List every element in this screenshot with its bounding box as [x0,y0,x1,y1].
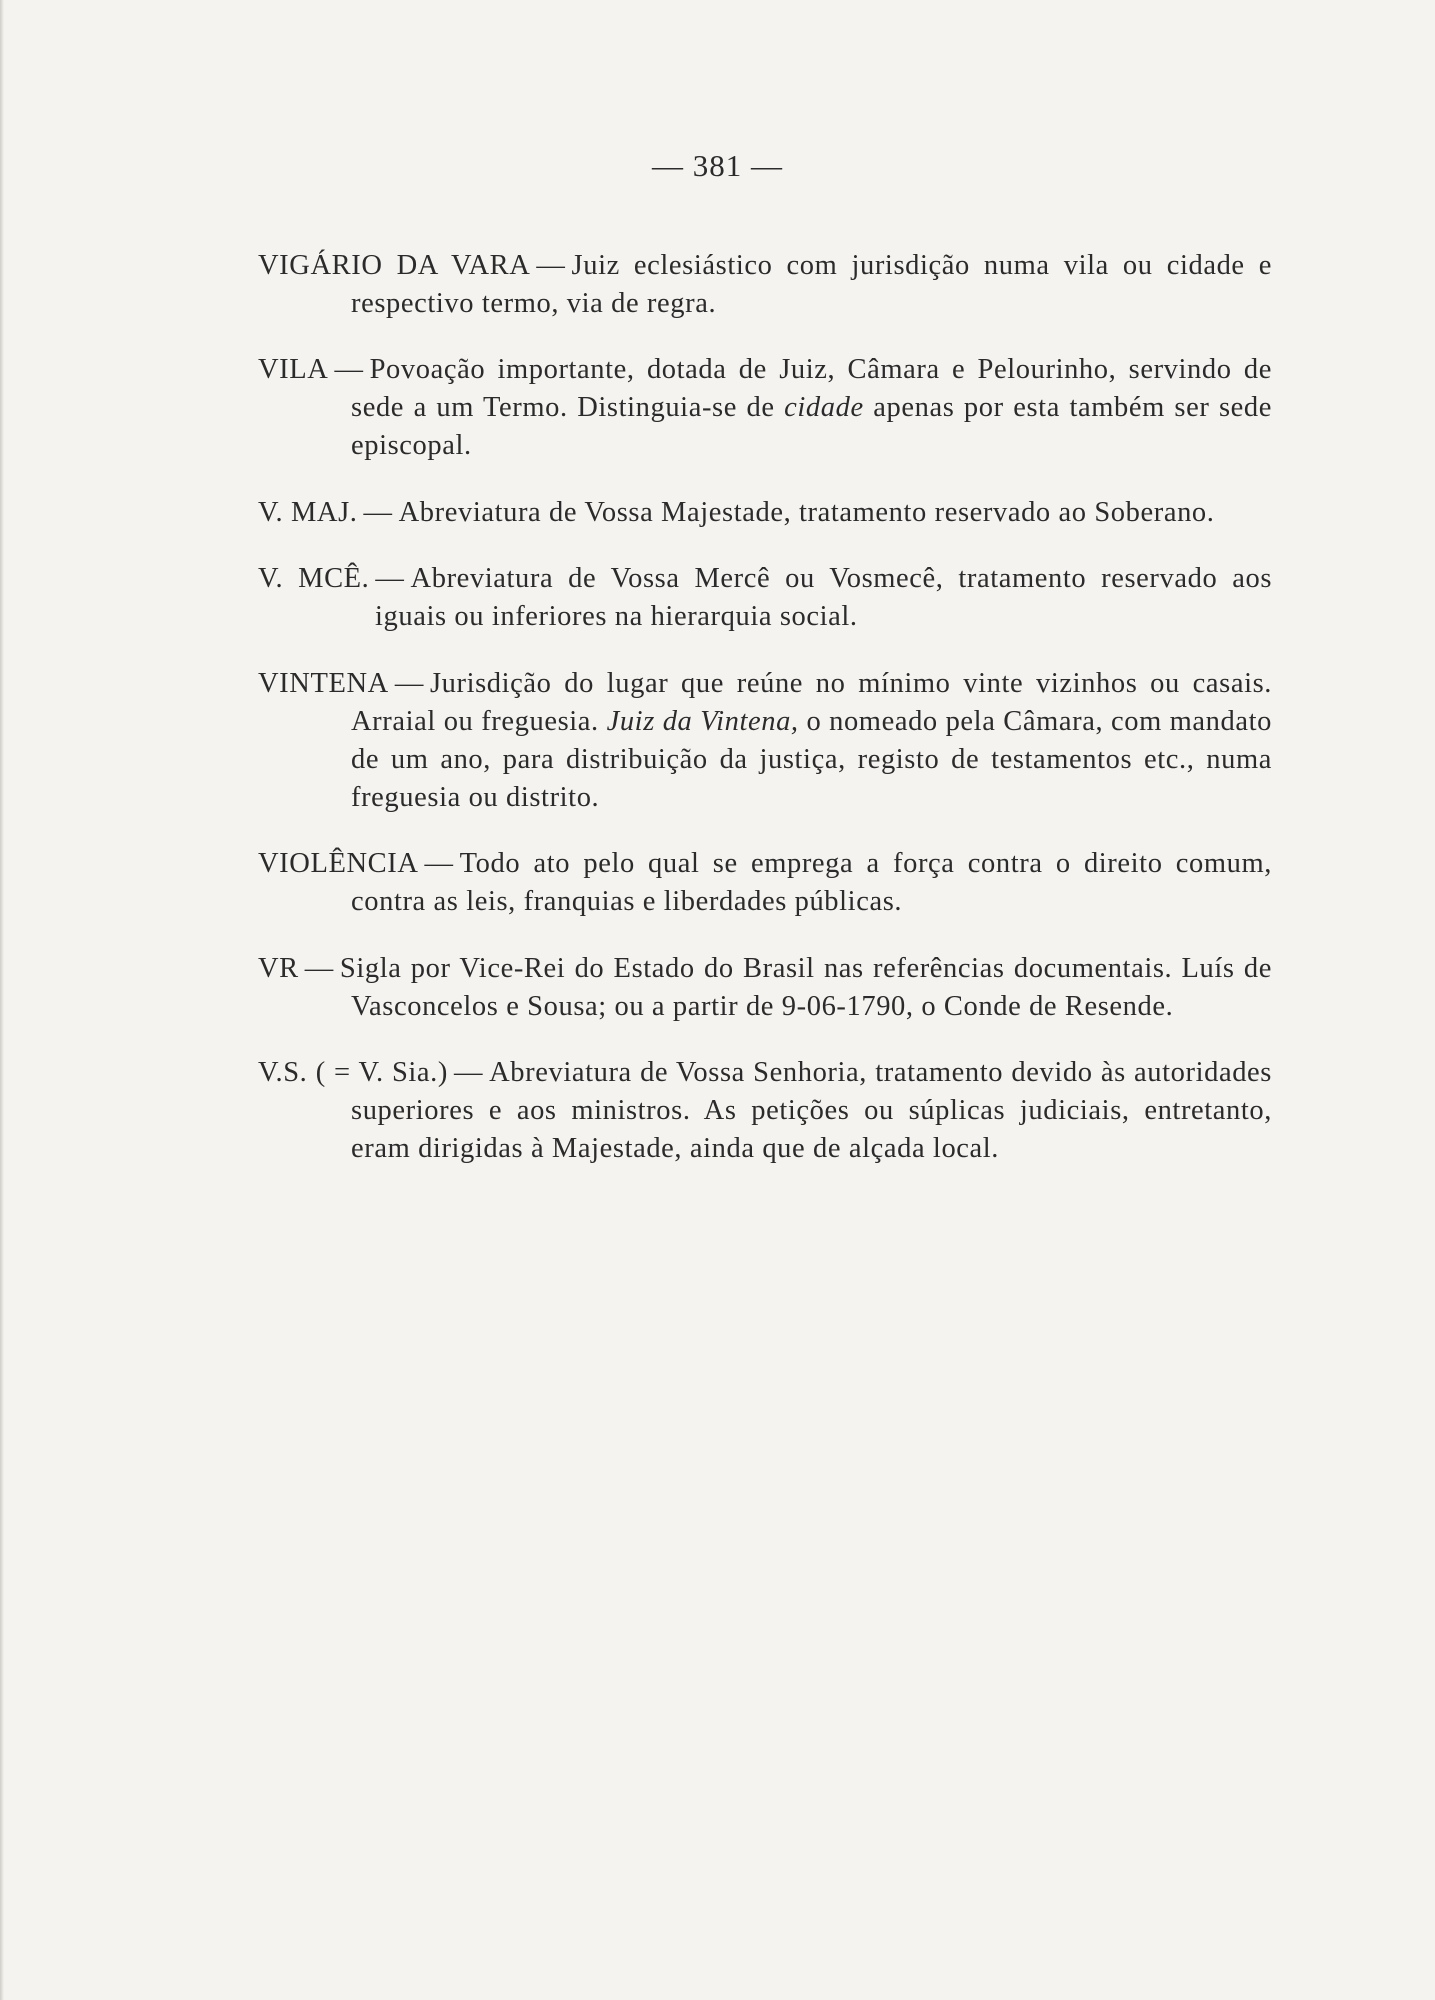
entry-definition: Jurisdição do lugar que reúne no mínimo vinte vizinhos ou casais. Arraial ou freguesia. [351,667,1272,737]
entry-definition-italic: Juiz da Vintena, [606,705,799,737]
em-dash: — [363,496,393,528]
entry-term: V. MCÊ. [258,563,370,594]
glossary-entry [258,950,1272,1026]
em-dash: — [536,249,566,281]
glossary-entry [258,1054,1272,1168]
entry-definition: o nomeado pela Câmara, com mandato de um ano, para distribuição da justiça, registo de testamentos etc., numa freguesia ou distrito. [351,705,1272,813]
em-dash: — [334,354,364,385]
em-dash: — [454,1057,484,1088]
page-number: — 381 — [652,148,783,183]
glossary-entry [258,665,1272,817]
entry-term: VR [258,952,299,984]
entry-definition: Sigla por Vice-Rei do Estado do Brasil nas referências documentais. Luís de Vasconcelos e Sousa; ou a partir de 9-06-1790, o Conde de Resende. [339,952,1272,1022]
entry-term: V. MAJ. [258,496,358,528]
entry-term: V.S. [258,1057,308,1088]
entry-definition: Abreviatura de Vossa Mercê ou Vosmecê, tratamento reservado aos iguais ou inferiores na hierarquia social. [375,563,1273,632]
entry-term: VILA [258,354,329,385]
glossary-entry [258,494,1272,532]
glossary-entry [258,560,1272,636]
entry-definition: Juiz eclesiástico com jurisdição numa vila ou cidade e respectivo termo, via de regra. [351,249,1272,319]
entry-term: VIGÁRIO DA VARA [258,249,531,281]
entry-definition: Abreviatura de Vossa Majestade, tratamento reservado ao Soberano. [398,496,1215,528]
glossary-entry [258,351,1272,465]
em-dash: — [424,848,454,879]
page-edge-shadow [0,0,4,2000]
glossary-entries [258,218,1272,1180]
entry-term: VINTENA [258,667,389,699]
glossary-entry [258,845,1272,921]
entry-aside: ( = V. Sia.) [315,1057,448,1088]
em-dash: — [304,952,334,984]
glossary-entry [258,247,1272,323]
entry-definition: Todo ato pelo qual se emprega a força contra o direito comum, contra as leis, franquias e liberdades públicas. [351,848,1272,917]
entry-term: VIOLÊNCIA [258,848,419,879]
entry-definition: apenas por esta também ser sede episcopal. [351,392,1272,461]
entry-definition-italic: cidade [784,392,864,423]
entry-definition: Abreviatura de Vossa Senhoria, tratamento devido às autoridades superiores e aos ministros. As petições ou súplicas judiciais, entretanto, eram dirigidas à Majestade, ainda que de alçada local. [351,1057,1272,1164]
entry-definition: Povoação importante, dotada de Juiz, Câmara e Pelourinho, servindo de sede a um Termo. Distinguia-se de [351,354,1272,423]
em-dash: — [394,667,424,699]
em-dash: — [375,563,405,594]
